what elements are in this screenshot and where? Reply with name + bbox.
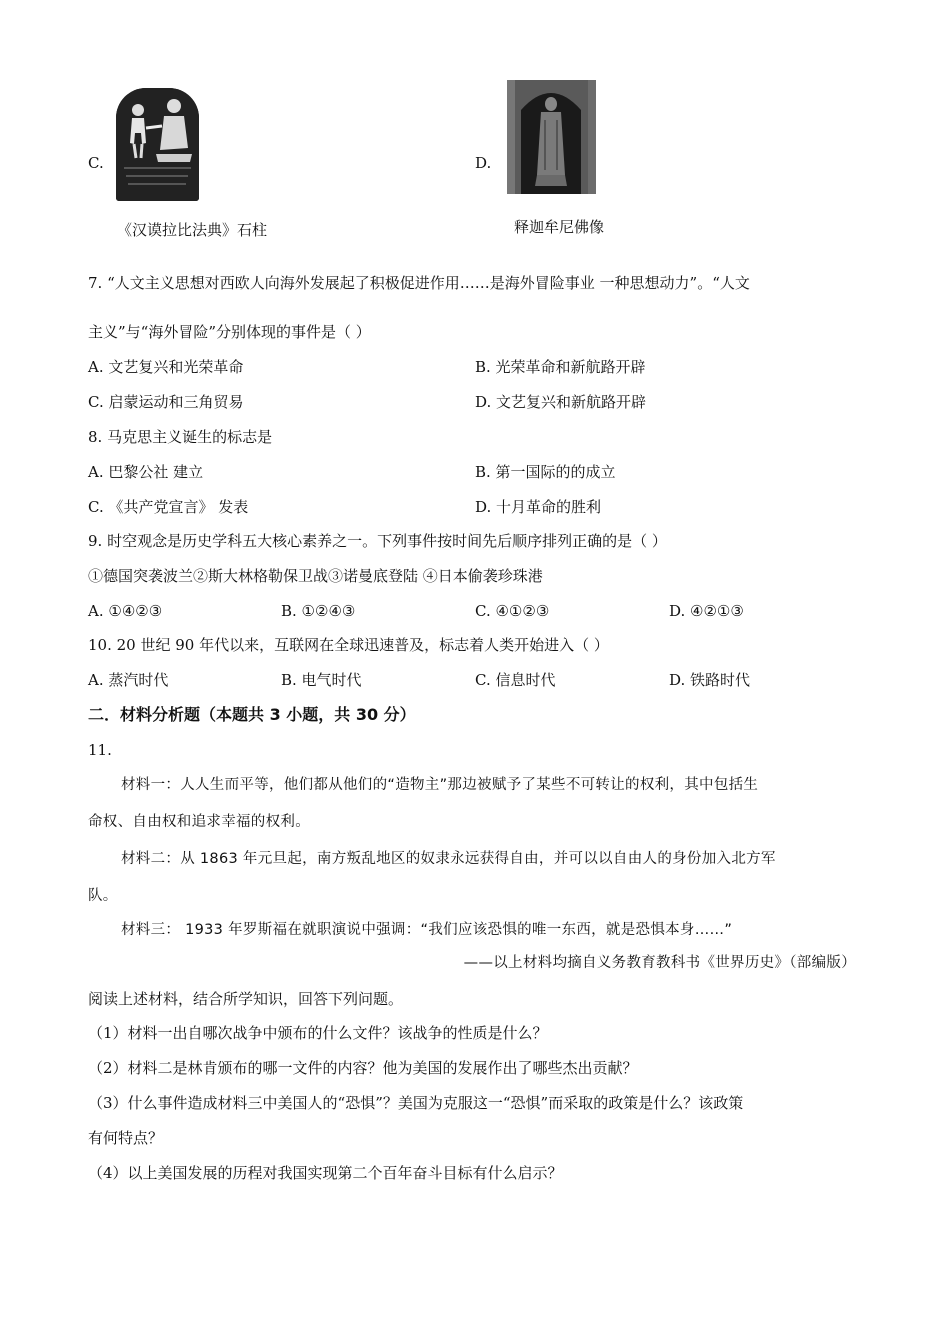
q11-instruction: 阅读上述材料，结合所学知识，回答下列问题。	[88, 990, 404, 1008]
q7-stem-line2: 主义”与“海外冒险”分别体现的事件是（ ）	[88, 323, 371, 341]
q11-sub-2: （2）材料二是林肯颁布的哪一文件的内容？他为美国的发展作出了哪些杰出贡献？	[88, 1059, 638, 1077]
q10-option-b: B. 电气时代	[281, 671, 362, 689]
q8-option-c: C. 《共产党宣言》 发表	[88, 498, 249, 516]
option-c-caption: 《汉谟拉比法典》石柱	[117, 221, 268, 239]
q9-events: ①德国突袭波兰②斯大林格勒保卫战③诺曼底登陆 ④日本偷袭珍珠港	[88, 567, 543, 585]
q11-material-2-line2: 队。	[88, 888, 118, 904]
q7-option-d: D. 文艺复兴和新航路开辟	[475, 393, 647, 411]
q11-sub-3-line2: 有何特点？	[88, 1129, 164, 1147]
q7-option-c: C. 启蒙运动和三角贸易	[88, 393, 244, 411]
q11-number: 11.	[88, 741, 112, 759]
q9-stem: 9. 时空观念是历史学科五大核心素养之一。下列事件按时间先后顺序排列正确的是（ ）	[88, 532, 667, 550]
buddha-statue-image	[507, 80, 596, 194]
q10-stem: 10. 20 世纪 90 年代以来，互联网在全球迅速普及，标志着人类开始进入（ ）	[88, 636, 609, 654]
q11-material-1-line1: 材料一：人人生而平等，他们都从他们的“造物主”那边被赋予了某些不可转让的权利，其中包括生	[121, 777, 759, 793]
q11-sub-3-line1: （3）什么事件造成材料三中美国人的“恐惧”？美国为克服这一“恐惧”而采取的政策是什么？该政策	[88, 1094, 744, 1112]
option-d-letter: D.	[475, 154, 492, 172]
q9-option-a: A. ①④②③	[88, 602, 163, 620]
q8-stem: 8. 马克思主义诞生的标志是	[88, 428, 273, 446]
q8-option-b: B. 第一国际的的成立	[475, 463, 616, 481]
q11-sub-1: （1）材料一出自哪次战争中颁布的什么文件？该战争的性质是什么？	[88, 1024, 548, 1042]
q10-option-a: A. 蒸汽时代	[88, 671, 169, 689]
q9-option-c: C. ④①②③	[475, 602, 550, 620]
q11-material-2-line1: 材料二：从 1863 年元旦起，南方叛乱地区的奴隶永远获得自由，并可以以自由人的身份加入北方军	[121, 851, 776, 867]
option-d-caption: 释迦牟尼佛像	[514, 218, 605, 236]
statue-niche-icon	[507, 80, 596, 194]
q10-option-c: C. 信息时代	[475, 671, 556, 689]
q8-option-d: D. 十月革命的胜利	[475, 498, 602, 516]
q7-option-b: B. 光荣革命和新航路开辟	[475, 358, 646, 376]
q11-material-1-line2: 命权、自由权和追求幸福的权利。	[88, 814, 310, 830]
stele-relief-icon	[116, 88, 199, 201]
q9-option-d: D. ④②①③	[669, 602, 744, 620]
q8-option-a: A. 巴黎公社 建立	[88, 463, 204, 481]
q7-option-a: A. 文艺复兴和光荣革命	[88, 358, 244, 376]
option-c-letter: C.	[88, 154, 104, 172]
q11-material-3: 材料三： 1933 年罗斯福在就职演说中强调：“我们应该恐惧的唯一东西，就是恐惧本身……”	[121, 922, 733, 938]
q11-sub-4: （4）以上美国发展的历程对我国实现第二个百年奋斗目标有什么启示？	[88, 1164, 563, 1182]
stele-image	[116, 88, 199, 201]
section-2-heading: 二．材料分析题（本题共 3 小题，共 30 分）	[88, 705, 416, 724]
q9-option-b: B. ①②④③	[281, 602, 356, 620]
q10-option-d: D. 铁路时代	[669, 671, 751, 689]
q7-stem-line1: 7. “人文主义思想对西欧人向海外发展起了积极促进作用……是海外冒险事业 一种思想动力”。“人文	[88, 274, 750, 292]
q11-source: ——以上材料均摘自义务教育教科书《世界历史》（部编版）	[463, 955, 856, 971]
